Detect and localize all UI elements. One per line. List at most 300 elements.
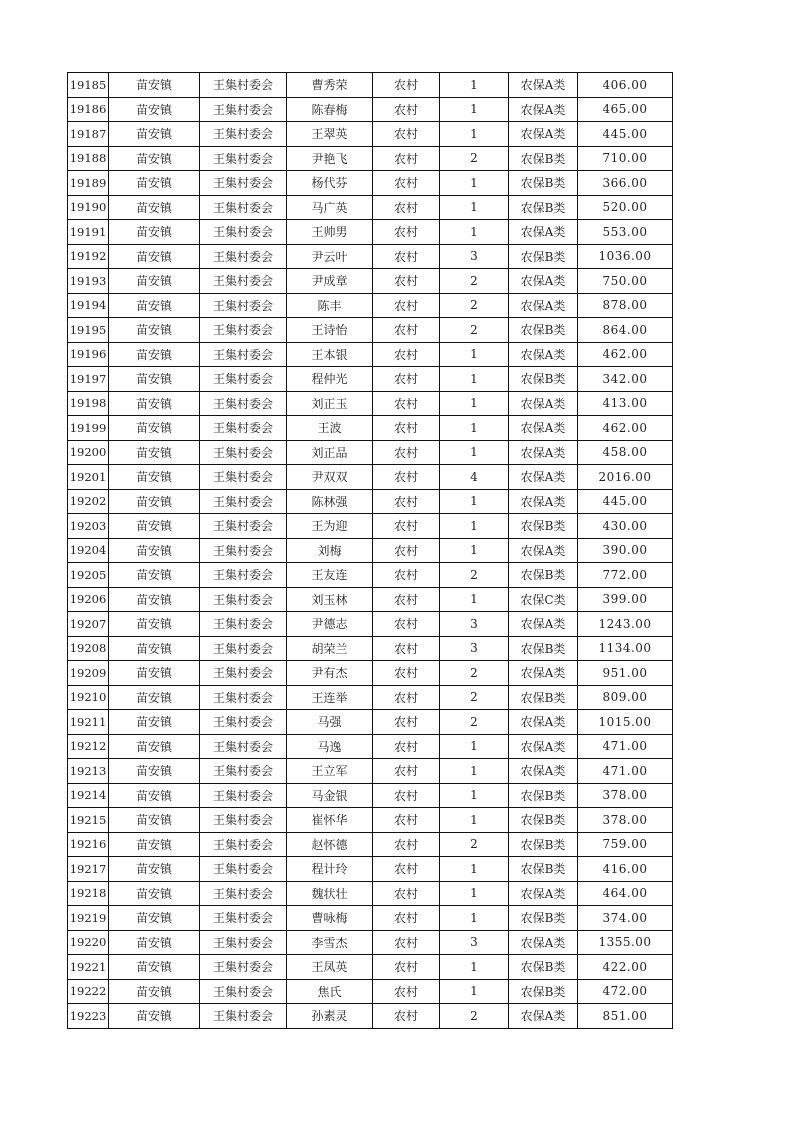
cell-area: 农村 [373,122,440,147]
cell-town: 苗安镇 [109,710,200,735]
table-row [68,220,673,245]
table-row [68,440,673,465]
cell-id: 19190 [68,195,109,220]
cell-id: 19219 [68,906,109,931]
cell-count: 1 [440,489,509,514]
cell-town: 苗安镇 [109,391,200,416]
cell-committee: 王集村委会 [200,636,287,661]
cell-count: 1 [440,440,509,465]
cell-category: 农保A类 [509,710,578,735]
cell-amount: 864.00 [578,318,673,343]
cell-committee: 王集村委会 [200,146,287,171]
cell-town: 苗安镇 [109,612,200,637]
cell-name: 马广英 [287,195,373,220]
cell-category: 农保B类 [509,563,578,588]
cell-count: 3 [440,930,509,955]
cell-id: 19204 [68,538,109,563]
cell-count: 3 [440,612,509,637]
cell-committee: 王集村委会 [200,587,287,612]
cell-count: 2 [440,269,509,294]
cell-name: 王凤英 [287,955,373,980]
cell-area: 农村 [373,440,440,465]
cell-name: 王翠英 [287,122,373,147]
cell-count: 2 [440,832,509,857]
table-row [68,930,673,955]
cell-category: 农保A类 [509,73,578,98]
cell-count: 1 [440,979,509,1004]
cell-amount: 1243.00 [578,612,673,637]
cell-name: 尹成章 [287,269,373,294]
cell-category: 农保B类 [509,906,578,931]
cell-area: 农村 [373,73,440,98]
table-row [68,832,673,857]
table-row [68,293,673,318]
cell-id: 19215 [68,808,109,833]
cell-id: 19212 [68,734,109,759]
table-row [68,318,673,343]
cell-id: 19186 [68,97,109,122]
cell-area: 农村 [373,857,440,882]
cell-town: 苗安镇 [109,685,200,710]
cell-committee: 王集村委会 [200,391,287,416]
table-row [68,342,673,367]
cell-amount: 1355.00 [578,930,673,955]
cell-committee: 王集村委会 [200,906,287,931]
cell-area: 农村 [373,318,440,343]
cell-amount: 462.00 [578,416,673,441]
cell-area: 农村 [373,293,440,318]
cell-name: 陈春梅 [287,97,373,122]
cell-committee: 王集村委会 [200,832,287,857]
cell-town: 苗安镇 [109,342,200,367]
cell-count: 1 [440,783,509,808]
cell-category: 农保A类 [509,1004,578,1029]
cell-count: 1 [440,122,509,147]
cell-committee: 王集村委会 [200,220,287,245]
cell-count: 1 [440,808,509,833]
table-row [68,367,673,392]
cell-category: 农保A类 [509,881,578,906]
cell-id: 19213 [68,759,109,784]
table-row [68,661,673,686]
cell-committee: 王集村委会 [200,195,287,220]
cell-amount: 406.00 [578,73,673,98]
table-row [68,808,673,833]
cell-town: 苗安镇 [109,293,200,318]
cell-town: 苗安镇 [109,857,200,882]
cell-name: 王帅男 [287,220,373,245]
cell-category: 农保B类 [509,318,578,343]
cell-area: 农村 [373,220,440,245]
cell-id: 19207 [68,612,109,637]
cell-town: 苗安镇 [109,318,200,343]
cell-amount: 366.00 [578,171,673,196]
cell-count: 1 [440,906,509,931]
cell-name: 王波 [287,416,373,441]
cell-count: 1 [440,171,509,196]
table-row [68,73,673,98]
cell-area: 农村 [373,906,440,931]
cell-id: 19193 [68,269,109,294]
cell-name: 胡荣兰 [287,636,373,661]
cell-committee: 王集村委会 [200,710,287,735]
cell-category: 农保A类 [509,416,578,441]
cell-category: 农保A类 [509,391,578,416]
cell-amount: 520.00 [578,195,673,220]
cell-amount: 445.00 [578,122,673,147]
cell-town: 苗安镇 [109,734,200,759]
cell-committee: 王集村委会 [200,734,287,759]
cell-amount: 1036.00 [578,244,673,269]
cell-amount: 462.00 [578,342,673,367]
cell-area: 农村 [373,881,440,906]
cell-town: 苗安镇 [109,73,200,98]
cell-town: 苗安镇 [109,220,200,245]
cell-amount: 378.00 [578,808,673,833]
table-row [68,906,673,931]
table-row [68,146,673,171]
cell-id: 19188 [68,146,109,171]
cell-id: 19223 [68,1004,109,1029]
cell-amount: 851.00 [578,1004,673,1029]
cell-count: 2 [440,146,509,171]
cell-amount: 471.00 [578,759,673,784]
cell-id: 19217 [68,857,109,882]
cell-category: 农保A类 [509,759,578,784]
cell-area: 农村 [373,195,440,220]
cell-area: 农村 [373,269,440,294]
table-row [68,514,673,539]
cell-town: 苗安镇 [109,514,200,539]
cell-count: 1 [440,367,509,392]
cell-id: 19203 [68,514,109,539]
cell-amount: 759.00 [578,832,673,857]
cell-town: 苗安镇 [109,636,200,661]
cell-name: 刘梅 [287,538,373,563]
table-row [68,734,673,759]
cell-count: 4 [440,465,509,490]
cell-name: 魏状壮 [287,881,373,906]
cell-amount: 2016.00 [578,465,673,490]
cell-name: 程计玲 [287,857,373,882]
data-table [67,72,673,1029]
cell-town: 苗安镇 [109,661,200,686]
cell-id: 19202 [68,489,109,514]
cell-amount: 465.00 [578,97,673,122]
cell-committee: 王集村委会 [200,367,287,392]
table-row [68,587,673,612]
table-row [68,759,673,784]
cell-amount: 809.00 [578,685,673,710]
table-row [68,563,673,588]
cell-name: 王本银 [287,342,373,367]
cell-area: 农村 [373,612,440,637]
cell-count: 1 [440,759,509,784]
cell-town: 苗安镇 [109,563,200,588]
cell-town: 苗安镇 [109,195,200,220]
cell-count: 1 [440,881,509,906]
cell-area: 农村 [373,342,440,367]
cell-id: 19220 [68,930,109,955]
cell-committee: 王集村委会 [200,122,287,147]
cell-amount: 710.00 [578,146,673,171]
cell-area: 农村 [373,391,440,416]
cell-category: 农保B类 [509,195,578,220]
cell-committee: 王集村委会 [200,244,287,269]
cell-amount: 378.00 [578,783,673,808]
cell-id: 19187 [68,122,109,147]
cell-count: 2 [440,293,509,318]
table-row [68,685,673,710]
cell-committee: 王集村委会 [200,955,287,980]
cell-count: 1 [440,73,509,98]
cell-amount: 464.00 [578,881,673,906]
cell-category: 农保B类 [509,367,578,392]
cell-amount: 413.00 [578,391,673,416]
cell-committee: 王集村委会 [200,857,287,882]
cell-town: 苗安镇 [109,244,200,269]
cell-category: 农保C类 [509,587,578,612]
cell-count: 1 [440,391,509,416]
cell-count: 1 [440,220,509,245]
cell-town: 苗安镇 [109,465,200,490]
cell-category: 农保A类 [509,122,578,147]
cell-category: 农保B类 [509,979,578,1004]
cell-count: 1 [440,734,509,759]
cell-name: 刘正品 [287,440,373,465]
cell-area: 农村 [373,759,440,784]
cell-name: 陈丰 [287,293,373,318]
cell-town: 苗安镇 [109,906,200,931]
cell-name: 马强 [287,710,373,735]
table-row [68,122,673,147]
cell-committee: 王集村委会 [200,759,287,784]
cell-count: 3 [440,244,509,269]
cell-area: 农村 [373,146,440,171]
cell-amount: 445.00 [578,489,673,514]
cell-category: 农保A类 [509,661,578,686]
cell-id: 19200 [68,440,109,465]
cell-area: 农村 [373,710,440,735]
cell-id: 19201 [68,465,109,490]
table-row [68,244,673,269]
cell-category: 农保A类 [509,465,578,490]
cell-area: 农村 [373,783,440,808]
cell-id: 19189 [68,171,109,196]
cell-amount: 422.00 [578,955,673,980]
cell-id: 19198 [68,391,109,416]
cell-name: 孙素灵 [287,1004,373,1029]
cell-category: 农保A类 [509,538,578,563]
cell-committee: 王集村委会 [200,489,287,514]
cell-amount: 472.00 [578,979,673,1004]
cell-amount: 951.00 [578,661,673,686]
cell-area: 农村 [373,808,440,833]
cell-town: 苗安镇 [109,808,200,833]
cell-town: 苗安镇 [109,122,200,147]
cell-amount: 430.00 [578,514,673,539]
cell-town: 苗安镇 [109,881,200,906]
table-row [68,538,673,563]
cell-category: 农保A类 [509,293,578,318]
cell-committee: 王集村委会 [200,685,287,710]
cell-committee: 王集村委会 [200,269,287,294]
table-row [68,979,673,1004]
table-body [68,73,673,1029]
cell-name: 刘正玉 [287,391,373,416]
cell-name: 曹咏梅 [287,906,373,931]
cell-area: 农村 [373,832,440,857]
cell-amount: 374.00 [578,906,673,931]
cell-name: 曹秀荣 [287,73,373,98]
cell-category: 农保B类 [509,808,578,833]
cell-town: 苗安镇 [109,759,200,784]
cell-area: 农村 [373,563,440,588]
cell-name: 王连举 [287,685,373,710]
cell-amount: 390.00 [578,538,673,563]
cell-town: 苗安镇 [109,832,200,857]
table-row [68,881,673,906]
table-row [68,710,673,735]
cell-category: 农保B类 [509,171,578,196]
cell-town: 苗安镇 [109,955,200,980]
cell-area: 农村 [373,416,440,441]
cell-town: 苗安镇 [109,416,200,441]
cell-town: 苗安镇 [109,146,200,171]
cell-count: 1 [440,416,509,441]
cell-name: 王诗怡 [287,318,373,343]
cell-id: 19185 [68,73,109,98]
cell-committee: 王集村委会 [200,97,287,122]
cell-category: 农保B类 [509,857,578,882]
cell-id: 19194 [68,293,109,318]
cell-count: 1 [440,514,509,539]
cell-category: 农保B类 [509,636,578,661]
cell-category: 农保B类 [509,514,578,539]
cell-category: 农保A类 [509,97,578,122]
cell-area: 农村 [373,661,440,686]
cell-name: 刘玉林 [287,587,373,612]
cell-id: 19195 [68,318,109,343]
cell-id: 19210 [68,685,109,710]
cell-committee: 王集村委会 [200,881,287,906]
cell-committee: 王集村委会 [200,783,287,808]
cell-amount: 1015.00 [578,710,673,735]
cell-area: 农村 [373,734,440,759]
cell-area: 农村 [373,587,440,612]
cell-area: 农村 [373,955,440,980]
cell-count: 1 [440,587,509,612]
cell-amount: 878.00 [578,293,673,318]
cell-committee: 王集村委会 [200,171,287,196]
cell-category: 农保B类 [509,244,578,269]
cell-id: 19216 [68,832,109,857]
cell-category: 农保A类 [509,440,578,465]
cell-name: 马金银 [287,783,373,808]
cell-area: 农村 [373,489,440,514]
cell-town: 苗安镇 [109,538,200,563]
cell-area: 农村 [373,367,440,392]
cell-category: 农保B类 [509,146,578,171]
cell-count: 2 [440,710,509,735]
cell-committee: 王集村委会 [200,342,287,367]
cell-count: 1 [440,955,509,980]
cell-name: 杨代芬 [287,171,373,196]
table-row [68,269,673,294]
cell-town: 苗安镇 [109,367,200,392]
table-row [68,1004,673,1029]
cell-area: 农村 [373,979,440,1004]
cell-area: 农村 [373,685,440,710]
cell-committee: 王集村委会 [200,612,287,637]
table-row [68,612,673,637]
cell-id: 19209 [68,661,109,686]
cell-id: 19192 [68,244,109,269]
cell-name: 马逸 [287,734,373,759]
cell-area: 农村 [373,930,440,955]
cell-id: 19214 [68,783,109,808]
cell-amount: 1134.00 [578,636,673,661]
cell-category: 农保A类 [509,269,578,294]
cell-count: 1 [440,857,509,882]
cell-category: 农保B类 [509,955,578,980]
cell-committee: 王集村委会 [200,979,287,1004]
cell-id: 19205 [68,563,109,588]
cell-committee: 王集村委会 [200,808,287,833]
cell-town: 苗安镇 [109,979,200,1004]
cell-town: 苗安镇 [109,489,200,514]
cell-town: 苗安镇 [109,171,200,196]
cell-committee: 王集村委会 [200,930,287,955]
cell-name: 程仲光 [287,367,373,392]
cell-area: 农村 [373,171,440,196]
table-row [68,416,673,441]
table-row [68,636,673,661]
cell-name: 尹双双 [287,465,373,490]
table-row [68,195,673,220]
cell-category: 农保B类 [509,685,578,710]
cell-town: 苗安镇 [109,783,200,808]
cell-count: 1 [440,97,509,122]
cell-name: 王友连 [287,563,373,588]
cell-count: 1 [440,195,509,220]
cell-name: 李雪杰 [287,930,373,955]
cell-amount: 772.00 [578,563,673,588]
table-row [68,391,673,416]
cell-town: 苗安镇 [109,440,200,465]
cell-amount: 750.00 [578,269,673,294]
cell-category: 农保A类 [509,930,578,955]
cell-id: 19197 [68,367,109,392]
cell-count: 2 [440,318,509,343]
cell-committee: 王集村委会 [200,293,287,318]
table-row [68,857,673,882]
cell-id: 19218 [68,881,109,906]
table-row [68,465,673,490]
cell-amount: 458.00 [578,440,673,465]
cell-area: 农村 [373,244,440,269]
cell-count: 3 [440,636,509,661]
cell-committee: 王集村委会 [200,416,287,441]
cell-id: 19199 [68,416,109,441]
cell-category: 农保A类 [509,489,578,514]
cell-town: 苗安镇 [109,269,200,294]
cell-count: 2 [440,563,509,588]
cell-category: 农保B类 [509,783,578,808]
cell-category: 农保B类 [509,832,578,857]
table-row [68,97,673,122]
cell-count: 2 [440,661,509,686]
